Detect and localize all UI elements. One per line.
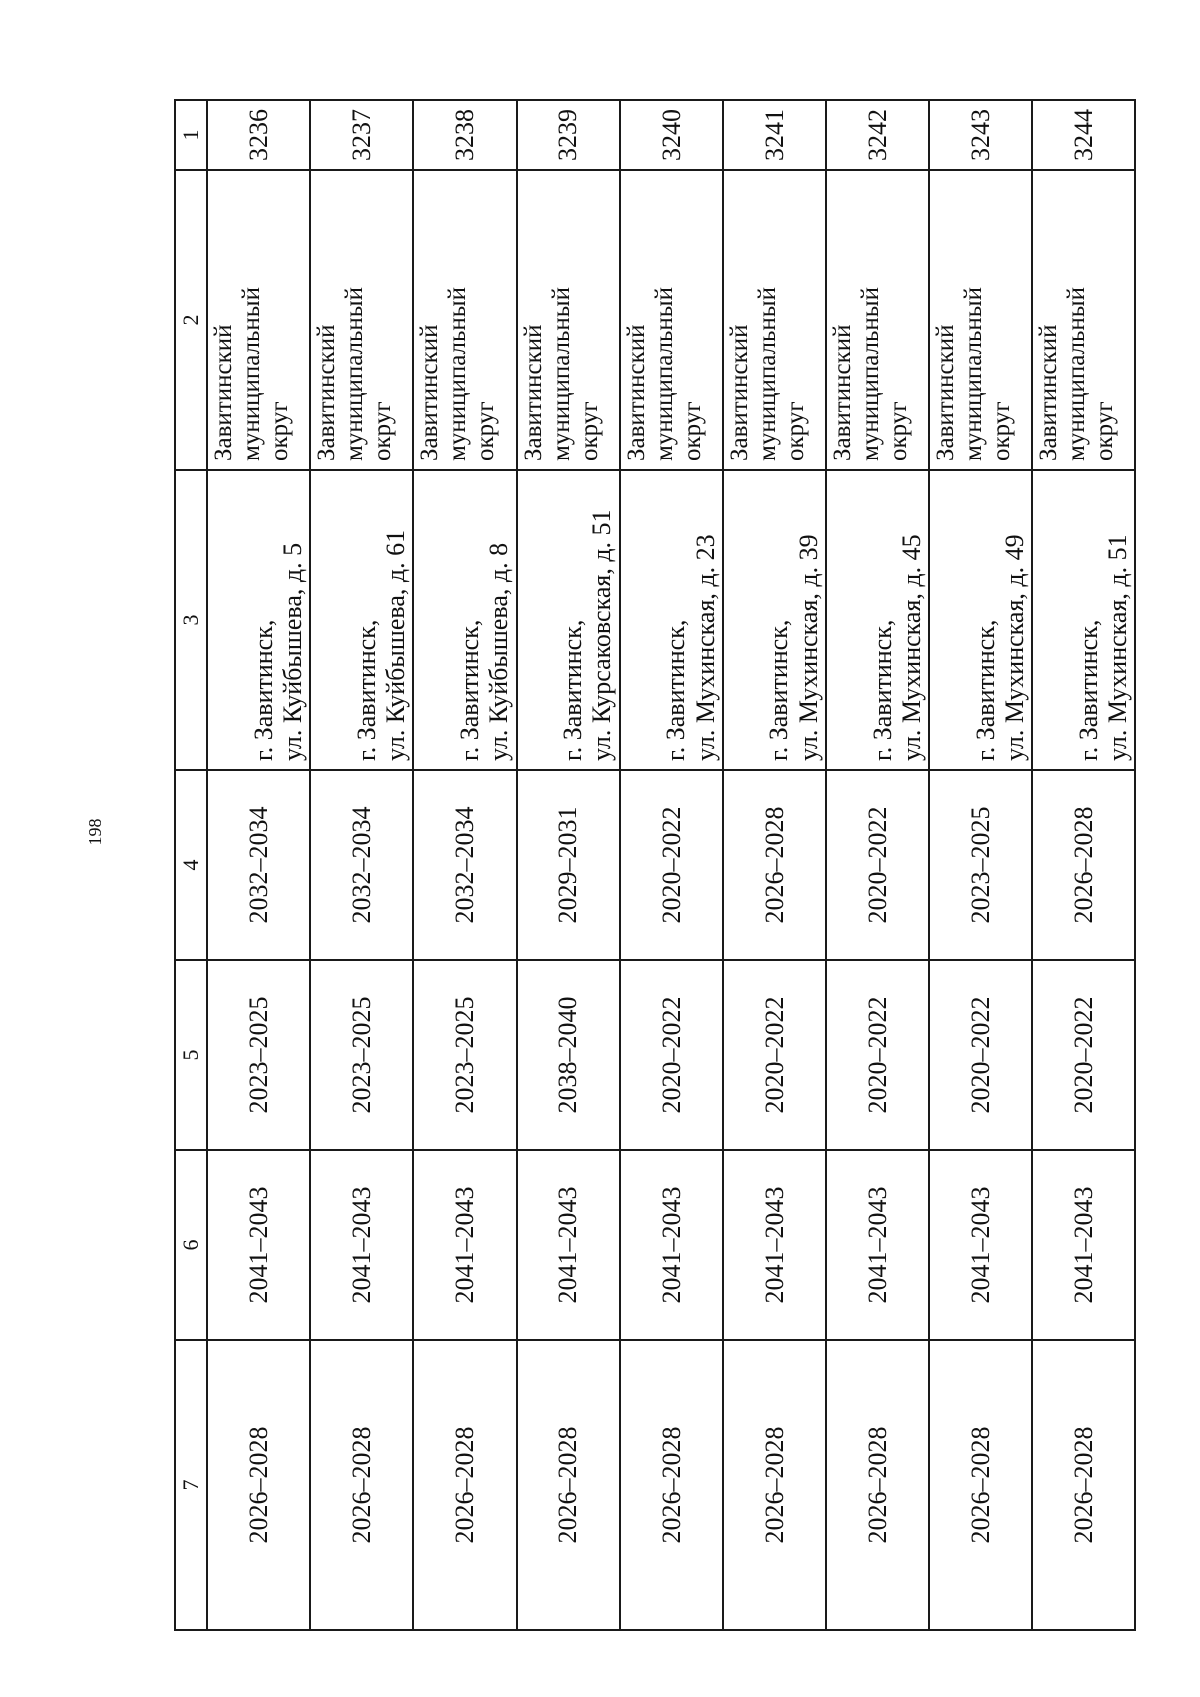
address-line: г. Завитинск,: [352, 619, 382, 761]
column-header: 5: [175, 960, 207, 1150]
address-line: ул. Куйбышева, д. 61: [381, 529, 411, 761]
period-col4-cell: 2029–2031: [517, 770, 620, 960]
period-col5-cell: 2023–2025: [207, 960, 310, 1150]
period-col7-cell: 2026–2028: [620, 1340, 723, 1630]
municipality-cell: [723, 170, 826, 470]
municipality-cell: [413, 170, 516, 470]
address-line: г. Завитинск,: [970, 619, 1000, 761]
table-row: [723, 100, 826, 1630]
municipality-line: округ: [266, 401, 294, 461]
municipality-line: муниципальный: [444, 287, 472, 461]
municipality-line: Завитинский: [931, 324, 959, 461]
address-cell: [723, 470, 826, 770]
address-line: ул. Мухинская, д. 51: [1102, 534, 1132, 761]
address-cell: [413, 470, 516, 770]
period-col5-cell: 2020–2022: [826, 960, 929, 1150]
table-row: [826, 100, 929, 1630]
municipality-line: муниципальный: [1062, 287, 1090, 461]
period-col7-cell: 2026–2028: [723, 1340, 826, 1630]
period-col4-cell: 2032–2034: [413, 770, 516, 960]
period-col6-cell: 2041–2043: [826, 1150, 929, 1340]
column-header: 1: [175, 100, 207, 170]
municipality-cell: [310, 170, 413, 470]
table-row: [1032, 100, 1135, 1630]
row-number-cell: 3239: [517, 100, 620, 170]
column-number-row: [175, 100, 207, 1630]
address-line: г. Завитинск,: [764, 619, 794, 761]
period-col6-cell: 2041–2043: [723, 1150, 826, 1340]
address-cell: [207, 470, 310, 770]
municipality-line: Завитинский: [1034, 324, 1062, 461]
address-cell: [620, 470, 723, 770]
registry-table: [174, 99, 1136, 1631]
period-col7-cell: 2026–2028: [517, 1340, 620, 1630]
address-line: г. Завитинск,: [867, 619, 897, 761]
period-col6-cell: 2041–2043: [310, 1150, 413, 1340]
municipality-line: Завитинский: [210, 324, 238, 461]
row-number-cell: 3243: [929, 100, 1032, 170]
address-line: ул. Мухинская, д. 49: [999, 534, 1029, 761]
period-col6-cell: 2041–2043: [929, 1150, 1032, 1340]
municipality-line: муниципальный: [959, 287, 987, 461]
table-body: [175, 100, 1135, 1630]
rotated-table-wrapper: [174, 101, 1136, 1631]
period-col7-cell: 2026–2028: [413, 1340, 516, 1630]
municipality-line: округ: [369, 401, 397, 461]
municipality-line: округ: [1090, 401, 1118, 461]
address-cell: [929, 470, 1032, 770]
address-cell: [310, 470, 413, 770]
period-col5-cell: 2023–2025: [310, 960, 413, 1150]
column-header: 3: [175, 470, 207, 770]
period-col7-cell: 2026–2028: [207, 1340, 310, 1630]
period-col4-cell: 2032–2034: [207, 770, 310, 960]
municipality-line: Завитинский: [725, 324, 753, 461]
municipality-cell: [929, 170, 1032, 470]
address-line: ул. Мухинская, д. 45: [896, 534, 926, 761]
municipality-line: округ: [781, 401, 809, 461]
address-line: г. Завитинск,: [558, 619, 588, 761]
municipality-line: Завитинский: [622, 324, 650, 461]
municipality-cell: [620, 170, 723, 470]
period-col5-cell: 2020–2022: [1032, 960, 1135, 1150]
table-row: [517, 100, 620, 1630]
municipality-line: округ: [987, 401, 1015, 461]
period-col6-cell: 2041–2043: [207, 1150, 310, 1340]
table-row: [310, 100, 413, 1630]
period-col6-cell: 2041–2043: [1032, 1150, 1135, 1340]
municipality-line: Завитинский: [519, 324, 547, 461]
municipality-cell: [207, 170, 310, 470]
row-number-cell: 3241: [723, 100, 826, 170]
column-header: 7: [175, 1340, 207, 1630]
column-header: 4: [175, 770, 207, 960]
period-col4-cell: 2020–2022: [826, 770, 929, 960]
period-col7-cell: 2026–2028: [310, 1340, 413, 1630]
row-number-cell: 3238: [413, 100, 516, 170]
municipality-line: Завитинский: [416, 324, 444, 461]
period-col7-cell: 2026–2028: [1032, 1340, 1135, 1630]
address-line: ул. Куйбышева, д. 5: [278, 542, 308, 761]
row-number-cell: 3237: [310, 100, 413, 170]
page-number: 198: [85, 818, 105, 846]
table-row: [207, 100, 310, 1630]
address-line: ул. Мухинская, д. 39: [793, 534, 823, 761]
period-col6-cell: 2041–2043: [620, 1150, 723, 1340]
municipality-line: муниципальный: [753, 287, 781, 461]
table-row: [620, 100, 723, 1630]
municipality-line: округ: [472, 401, 500, 461]
period-col4-cell: 2026–2028: [1032, 770, 1135, 960]
municipality-line: Завитинский: [828, 324, 856, 461]
address-cell: [1032, 470, 1135, 770]
address-line: ул. Курсаковская, д. 51: [587, 509, 617, 761]
address-line: г. Завитинск,: [1073, 619, 1103, 761]
municipality-line: округ: [575, 401, 603, 461]
municipality-line: муниципальный: [856, 287, 884, 461]
period-col4-cell: 2020–2022: [620, 770, 723, 960]
municipality-cell: [517, 170, 620, 470]
row-number-cell: 3244: [1032, 100, 1135, 170]
table-row: [413, 100, 516, 1630]
period-col5-cell: 2020–2022: [929, 960, 1032, 1150]
period-col5-cell: 2023–2025: [413, 960, 516, 1150]
municipality-line: муниципальный: [650, 287, 678, 461]
municipality-cell: [826, 170, 929, 470]
address-cell: [826, 470, 929, 770]
address-line: г. Завитинск,: [249, 619, 279, 761]
municipality-line: округ: [884, 401, 912, 461]
period-col6-cell: 2041–2043: [413, 1150, 516, 1340]
period-col7-cell: 2026–2028: [826, 1340, 929, 1630]
period-col6-cell: 2041–2043: [517, 1150, 620, 1340]
period-col5-cell: 2020–2022: [723, 960, 826, 1150]
period-col4-cell: 2023–2025: [929, 770, 1032, 960]
column-header: 2: [175, 170, 207, 470]
municipality-line: округ: [678, 401, 706, 461]
address-cell: [517, 470, 620, 770]
period-col4-cell: 2026–2028: [723, 770, 826, 960]
address-line: г. Завитинск,: [661, 619, 691, 761]
address-line: г. Завитинск,: [455, 619, 485, 761]
municipality-line: Завитинский: [313, 324, 341, 461]
period-col5-cell: 2038–2040: [517, 960, 620, 1150]
municipality-cell: [1032, 170, 1135, 470]
address-line: ул. Куйбышева, д. 8: [484, 542, 514, 761]
row-number-cell: 3240: [620, 100, 723, 170]
municipality-line: муниципальный: [238, 287, 266, 461]
period-col4-cell: 2032–2034: [310, 770, 413, 960]
address-line: ул. Мухинская, д. 23: [690, 534, 720, 761]
municipality-line: муниципальный: [341, 287, 369, 461]
row-number-cell: 3242: [826, 100, 929, 170]
period-col7-cell: 2026–2028: [929, 1340, 1032, 1630]
row-number-cell: 3236: [207, 100, 310, 170]
municipality-line: муниципальный: [547, 287, 575, 461]
column-header: 6: [175, 1150, 207, 1340]
period-col5-cell: 2020–2022: [620, 960, 723, 1150]
table-row: [929, 100, 1032, 1630]
